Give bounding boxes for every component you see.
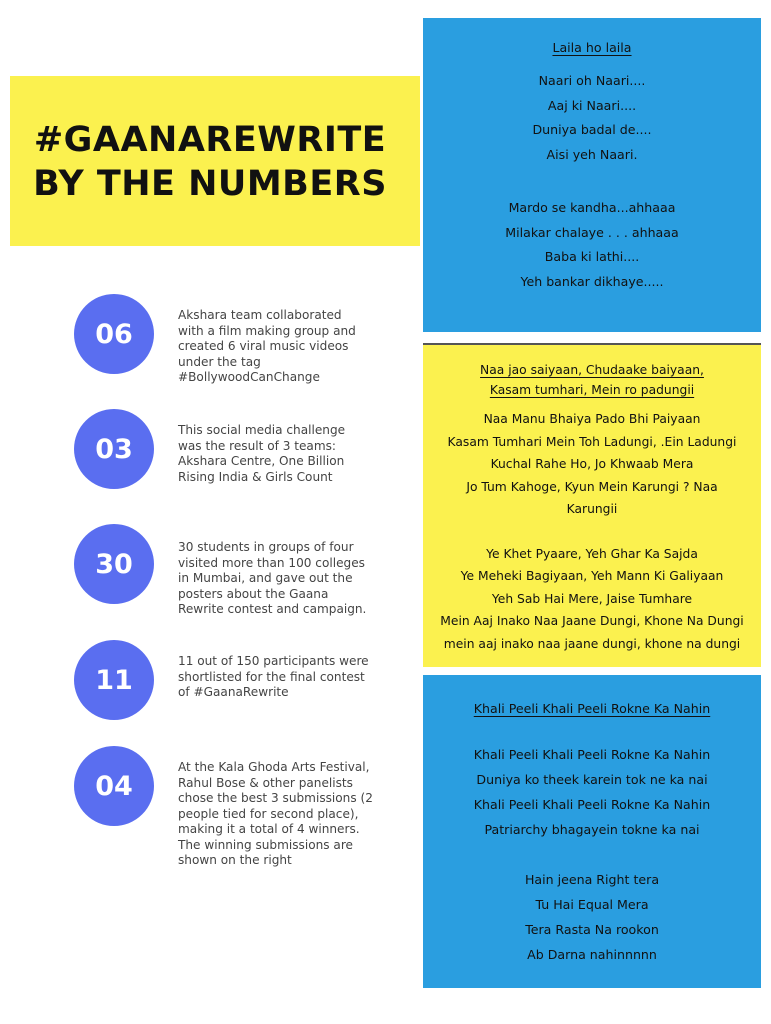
stat-text-line: visited more than 100 colleges	[178, 555, 365, 570]
stat-text-line: shortlisted for the final contest	[178, 669, 365, 684]
stat-number-circle: 11	[74, 640, 154, 720]
song-line: Jo Tum Kahoge, Kyun Mein Karungi ? Naa	[466, 479, 718, 494]
stat-text-line: under the tag	[178, 354, 261, 369]
stat-text-line: shown on the right	[178, 853, 292, 867]
stat-number-circle: 04	[74, 746, 154, 826]
song-line: mein aaj inako naa jaane dungi, khone na dungi	[443, 636, 741, 651]
stat-description	[178, 308, 418, 386]
stat-text-line: with a film making group and	[178, 323, 356, 338]
song-heading: Kasam tumhari, Mein ro padungii	[489, 383, 695, 397]
song-heading: Naa jao saiyaan, Chudaake baiyaan,	[480, 363, 704, 377]
page-title	[0, 118, 420, 206]
song-panel-laila	[423, 18, 761, 332]
song-line: Yeh bankar dikhaye.....	[520, 273, 664, 289]
stat-text-line: created 6 viral music videos	[178, 339, 349, 353]
song-panel-naa-jao	[423, 343, 761, 667]
stat-text-line: #BollywoodCanChange	[178, 370, 320, 384]
stat-text-line: This social media challenge	[178, 423, 346, 437]
stat-number-circle: 30	[74, 524, 154, 604]
song-line: Yeh Sab Hai Mere, Jaise Tumhare	[491, 591, 693, 606]
stat-description	[178, 654, 418, 701]
stat-description	[178, 423, 418, 485]
song-line: Kasam Tumhari Mein Toh Ladungi, .Ein Ladungi	[447, 434, 737, 449]
stat-description	[178, 760, 418, 869]
song-line: Khali Peeli Khali Peeli Rokne Ka Nahin	[473, 797, 711, 812]
stat-text-line: 11 out of 150 participants were	[178, 654, 369, 668]
stat-text-line: The winning submissions are	[178, 837, 353, 852]
song-line: Ye Meheki Bagiyaan, Yeh Mann Ki Galiyaan	[460, 569, 724, 583]
stat-text-line: posters about the Gaana	[178, 586, 329, 601]
stat-text-line: was the result of 3 teams:	[178, 438, 336, 453]
song-line: Baba ki lathi....	[544, 249, 640, 264]
stat-text-line: in Mumbai, and gave out the	[178, 571, 353, 585]
song-line: Mardo se kandha...ahhaaa	[508, 200, 676, 215]
stat-number-circle: 06	[74, 294, 154, 374]
stat-text-line: 30 students in groups of four	[178, 540, 354, 554]
stat-text-line: Rahul Bose & other panelists	[178, 775, 353, 790]
song-line: Kuchal Rahe Ho, Jo Khwaab Mera	[490, 457, 694, 471]
stat-text-line: Rewrite contest and campaign.	[178, 602, 367, 616]
song-line: Duniya ko theek karein tok ne ka nai	[476, 772, 708, 787]
stat-text-line: of #GaanaRewrite	[178, 685, 289, 699]
song-line: Duniya badal de....	[532, 122, 652, 137]
stat-text-line: making it a total of 4 winners.	[178, 822, 360, 836]
song-line: Tera Rasta Na rookon	[525, 922, 659, 937]
song-line: Naari oh Naari....	[538, 73, 646, 88]
stat-text-line: people tied for second place),	[178, 806, 359, 821]
song-line: Patriarchy bhagayein tokne ka nai	[484, 822, 700, 837]
song-line: Karungii	[566, 502, 618, 516]
song-line: Khali Peeli Khali Peeli Rokne Ka Nahin	[473, 747, 711, 762]
title-line-1: #GAANAREWRITE	[33, 120, 387, 160]
song-panel-khali-peeli	[423, 675, 761, 988]
stat-text-line: chose the best 3 submissions (2	[178, 791, 373, 805]
stat-description	[178, 540, 418, 618]
song-line: Ab Darna nahinnnnn	[527, 947, 657, 962]
song-line: Aisi yeh Naari.	[546, 146, 638, 162]
song-heading: Khali Peeli Khali Peeli Rokne Ka Nahin	[473, 701, 711, 716]
song-line: Ye Khet Pyaare, Yeh Ghar Ka Sajda	[486, 546, 698, 561]
stat-text-line: Akshara Centre, One Billion	[178, 454, 345, 468]
stat-number-circle: 03	[74, 409, 154, 489]
title-line-2: BY THE NUMBERS	[33, 164, 387, 204]
song-line: Tu Hai Equal Mera	[535, 897, 649, 912]
stat-text-line: Rising India & Girls Count	[178, 469, 333, 484]
stat-text-line: At the Kala Ghoda Arts Festival,	[178, 760, 370, 774]
song-line: Milakar chalaye . . . ahhaaa	[505, 224, 679, 240]
song-line: Mein Aaj Inako Naa Jaane Dungi, Khone Na Dungi	[440, 614, 744, 628]
song-line: Naa Manu Bhaiya Pado Bhi Paiyaan	[483, 412, 701, 426]
song-line: Aaj ki Naari....	[547, 97, 637, 113]
song-heading: Laila ho laila	[552, 40, 632, 55]
song-line: Hain jeena Right tera	[524, 872, 660, 887]
stat-text-line: Akshara team collaborated	[178, 308, 342, 322]
